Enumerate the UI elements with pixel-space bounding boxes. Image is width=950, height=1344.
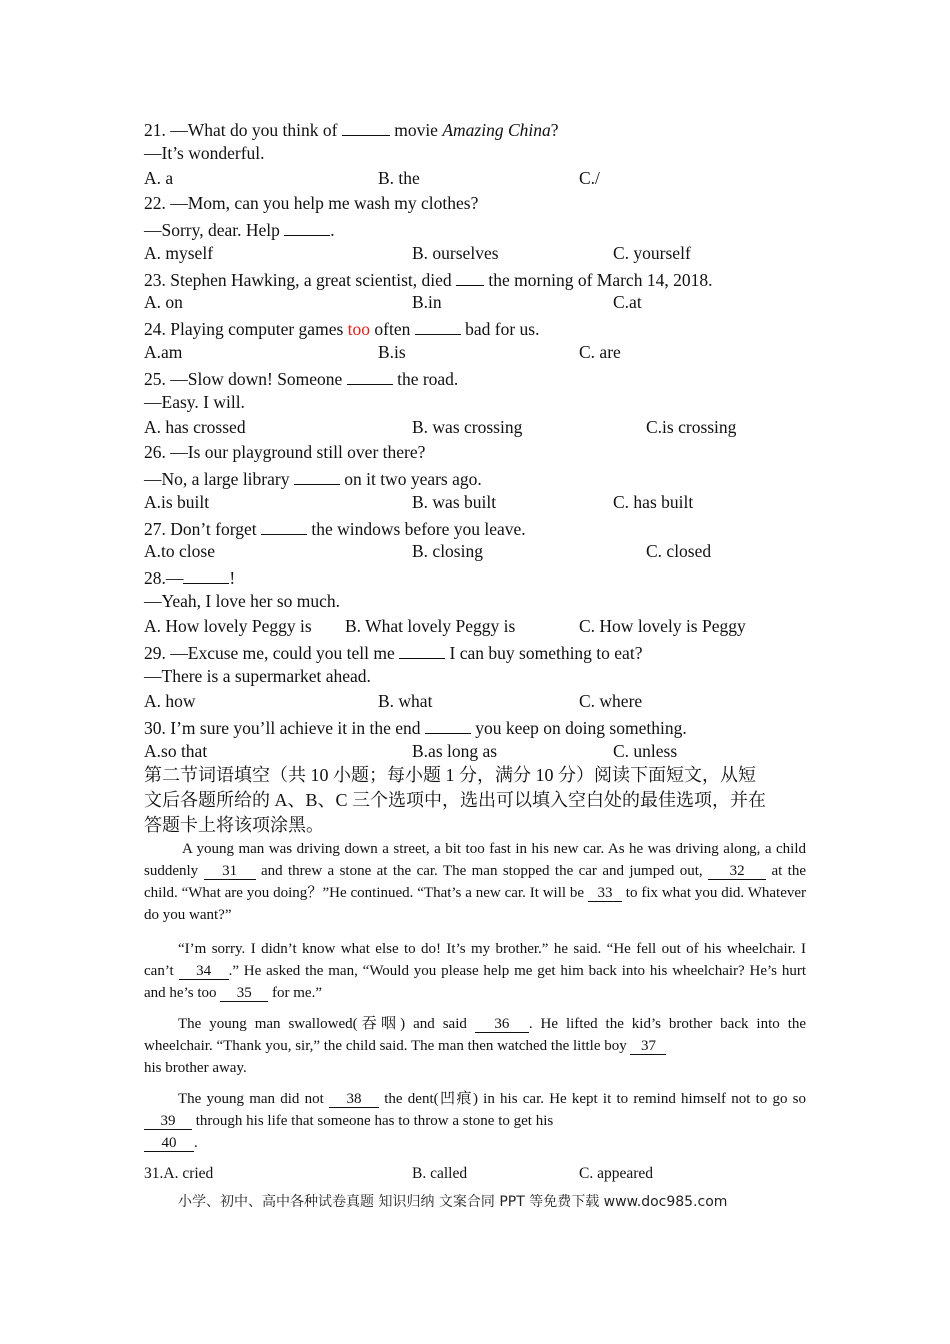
- q23-blank: [456, 267, 484, 286]
- blank-31: 31: [204, 863, 256, 880]
- q26-option-a[interactable]: A.is built: [144, 492, 210, 512]
- q28-end: !: [229, 568, 236, 588]
- passage-text: through his life that someone has to throw a stone to get his: [195, 1113, 554, 1129]
- passage-text: .: [194, 1135, 198, 1151]
- q28-reply: —Yeah, I love her so much.: [144, 591, 341, 611]
- blank-33: 33: [588, 885, 622, 902]
- q28-option-c[interactable]: C. How lovely is Peggy: [579, 616, 746, 636]
- page-footer: 小学、初中、高中各种试卷真题 知识归纳 文案合同 PPT 等免费下载 www.doc985.com: [178, 1194, 728, 1210]
- q31-option-b[interactable]: B. called: [412, 1165, 468, 1182]
- q22-option-a[interactable]: A. myself: [144, 243, 214, 263]
- blank-39: 39: [144, 1113, 192, 1130]
- blank-37: 37: [630, 1038, 666, 1055]
- q22-stem: 22. —Mom, can you help me wash my clothes?: [144, 193, 479, 213]
- q29-option-c[interactable]: C. where: [579, 691, 643, 711]
- q25-text-2: the road.: [397, 369, 459, 389]
- q24-text-2: often: [374, 319, 411, 339]
- q23-option-a[interactable]: A. on: [144, 292, 183, 312]
- q28-option-a[interactable]: A. How lovely Peggy is: [144, 616, 312, 636]
- q21-option-a[interactable]: A. a: [144, 168, 174, 188]
- blank-35: 35: [220, 985, 268, 1002]
- q23-text-2: the morning of March 14, 2018.: [488, 270, 713, 290]
- q29-text-2: I can buy something to eat?: [449, 643, 643, 663]
- q22-text: —Sorry, dear. Help: [144, 220, 280, 240]
- q21-stem: [144, 117, 559, 141]
- passage-text: .” He asked the man, “Would you please help me get him back into his wheelchair? He’s hurt and he’s too: [144, 963, 807, 1001]
- q24-highlight: too: [347, 319, 371, 339]
- q23-text: 23. Stephen Hawking, a great scientist, died: [144, 270, 452, 290]
- q21-movie-title: Amazing China: [442, 120, 551, 140]
- passage-text: for me.”: [272, 985, 322, 1001]
- q28-option-b[interactable]: B. What lovely Peggy is: [345, 616, 516, 636]
- passage-text: to fix what you did. Whatever do you want?”: [144, 885, 806, 923]
- section2-instruction-line2: 文后各题所给的 A、B、C 三个选项中，选出可以填入空白处的最佳选项，并在: [144, 790, 767, 810]
- q22-line2: [144, 217, 335, 241]
- passage-text: at the child. “What are you doing？”He continued. “That’s a new car. It will be: [144, 863, 806, 901]
- passage-text: his brother away.: [144, 1060, 247, 1076]
- passage-paragraph-2: [144, 938, 806, 1004]
- q24-text-3: bad for us.: [465, 319, 540, 339]
- passage-text: “I’m sorry. I didn’t know what else to do! It’s my brother.” he said. “He fell out of his wheelchair. I can’t: [144, 941, 806, 979]
- q21-end: ?: [550, 120, 559, 140]
- q21-text: 21. —What do you think of: [144, 120, 338, 140]
- q24-option-b[interactable]: B.is: [378, 342, 406, 362]
- q21-text-2: movie: [394, 120, 438, 140]
- q25-blank: [347, 366, 393, 385]
- q23-option-b[interactable]: B.in: [412, 292, 442, 312]
- passage-text: . He lifted the kid’s brother back into the wheelchair. “Thank you, sir,” the child said. The man then watched the little boy: [144, 1016, 807, 1054]
- q27-option-b[interactable]: B. closing: [412, 541, 483, 561]
- q22-blank: [284, 217, 330, 236]
- q25-option-c[interactable]: C.is crossing: [646, 417, 737, 437]
- blank-32: 32: [708, 863, 766, 880]
- q26-option-b[interactable]: B. was built: [412, 492, 497, 512]
- q22-option-c[interactable]: C. yourself: [613, 243, 691, 263]
- q25-option-a[interactable]: A. has crossed: [144, 417, 246, 437]
- q27-text-2: the windows before you leave.: [311, 519, 526, 539]
- q25-stem: [144, 366, 458, 390]
- q21-option-c[interactable]: C./: [579, 168, 600, 188]
- passage-paragraph-4: [144, 1088, 806, 1154]
- passage-text: A young man was driving down a street, a bit too fast in his new car. As he was driving along, a child suddenly: [144, 841, 806, 879]
- q21-reply: —It’s wonderful.: [144, 143, 265, 163]
- q27-option-c[interactable]: C. closed: [646, 541, 712, 561]
- q30-option-a[interactable]: A.so that: [144, 741, 208, 761]
- q28-text: 28.—: [144, 568, 184, 588]
- q24-option-c[interactable]: C. are: [579, 342, 621, 362]
- q28-blank: [183, 565, 229, 584]
- blank-36: 36: [475, 1016, 529, 1033]
- q25-option-b[interactable]: B. was crossing: [412, 417, 523, 437]
- q21-option-b[interactable]: B. the: [378, 168, 420, 188]
- q30-text-2: you keep on doing something.: [475, 718, 687, 738]
- q29-option-a[interactable]: A. how: [144, 691, 196, 711]
- q26-text-2: on it two years ago.: [344, 469, 482, 489]
- section2-instruction-line1: 第二节词语填空（共 10 小题；每小题 1 分，满分 10 分）阅读下面短文，从短: [144, 765, 756, 785]
- passage-text: The young man did not: [178, 1091, 324, 1107]
- q27-blank: [261, 516, 307, 535]
- passage-paragraph-3: [144, 1013, 806, 1079]
- q25-text: 25. —Slow down! Someone: [144, 369, 343, 389]
- q27-stem: [144, 516, 526, 540]
- q23-stem: [144, 267, 712, 291]
- q26-option-c[interactable]: C. has built: [613, 492, 694, 512]
- q24-blank: [415, 316, 461, 335]
- q30-text: 30. I’m sure you’ll achieve it in the end: [144, 718, 421, 738]
- blank-34: 34: [179, 963, 229, 980]
- passage-text: the dent(凹痕) in his car. He kept it to remind himself not to go so: [384, 1091, 807, 1107]
- q26-stem: 26. —Is our playground still over there?: [144, 442, 426, 462]
- q31-option-c[interactable]: C. appeared: [579, 1165, 654, 1182]
- q30-option-c[interactable]: C. unless: [613, 741, 678, 761]
- q29-stem: [144, 640, 642, 664]
- blank-40: 40: [144, 1135, 194, 1152]
- q26-blank: [294, 466, 340, 485]
- q21-blank: [342, 117, 390, 136]
- q26-line2: [144, 466, 482, 490]
- q28-stem: [144, 565, 235, 589]
- q30-stem: [144, 715, 687, 739]
- q30-blank: [425, 715, 471, 734]
- q24-option-a[interactable]: A.am: [144, 342, 183, 362]
- q25-reply: —Easy. I will.: [144, 392, 245, 412]
- blank-38: 38: [329, 1091, 379, 1108]
- passage-text: The young man swallowed(吞咽) and said: [178, 1016, 467, 1032]
- q27-text: 27. Don’t forget: [144, 519, 257, 539]
- passage-text: and threw a stone at the car. The man stopped the car and jumped out,: [260, 863, 703, 879]
- section2-instruction-line3: 答题卡上将该项涂黑。: [144, 815, 324, 835]
- q29-blank: [399, 640, 445, 659]
- passage-paragraph-1: [144, 838, 806, 926]
- q24-stem: [144, 316, 539, 340]
- q29-text: 29. —Excuse me, could you tell me: [144, 643, 395, 663]
- q24-text: 24. Playing computer games: [144, 319, 344, 339]
- q29-option-b[interactable]: B. what: [378, 691, 433, 711]
- q31-option-a[interactable]: 31.A. cried: [144, 1165, 214, 1182]
- q23-option-c[interactable]: C.at: [613, 292, 642, 312]
- q22-end: .: [330, 220, 335, 240]
- q27-option-a[interactable]: A.to close: [144, 541, 215, 561]
- q26-text: —No, a large library: [144, 469, 290, 489]
- q30-option-b[interactable]: B.as long as: [412, 741, 498, 761]
- q29-reply: —There is a supermarket ahead.: [144, 666, 371, 686]
- q22-option-b[interactable]: B. ourselves: [412, 243, 499, 263]
